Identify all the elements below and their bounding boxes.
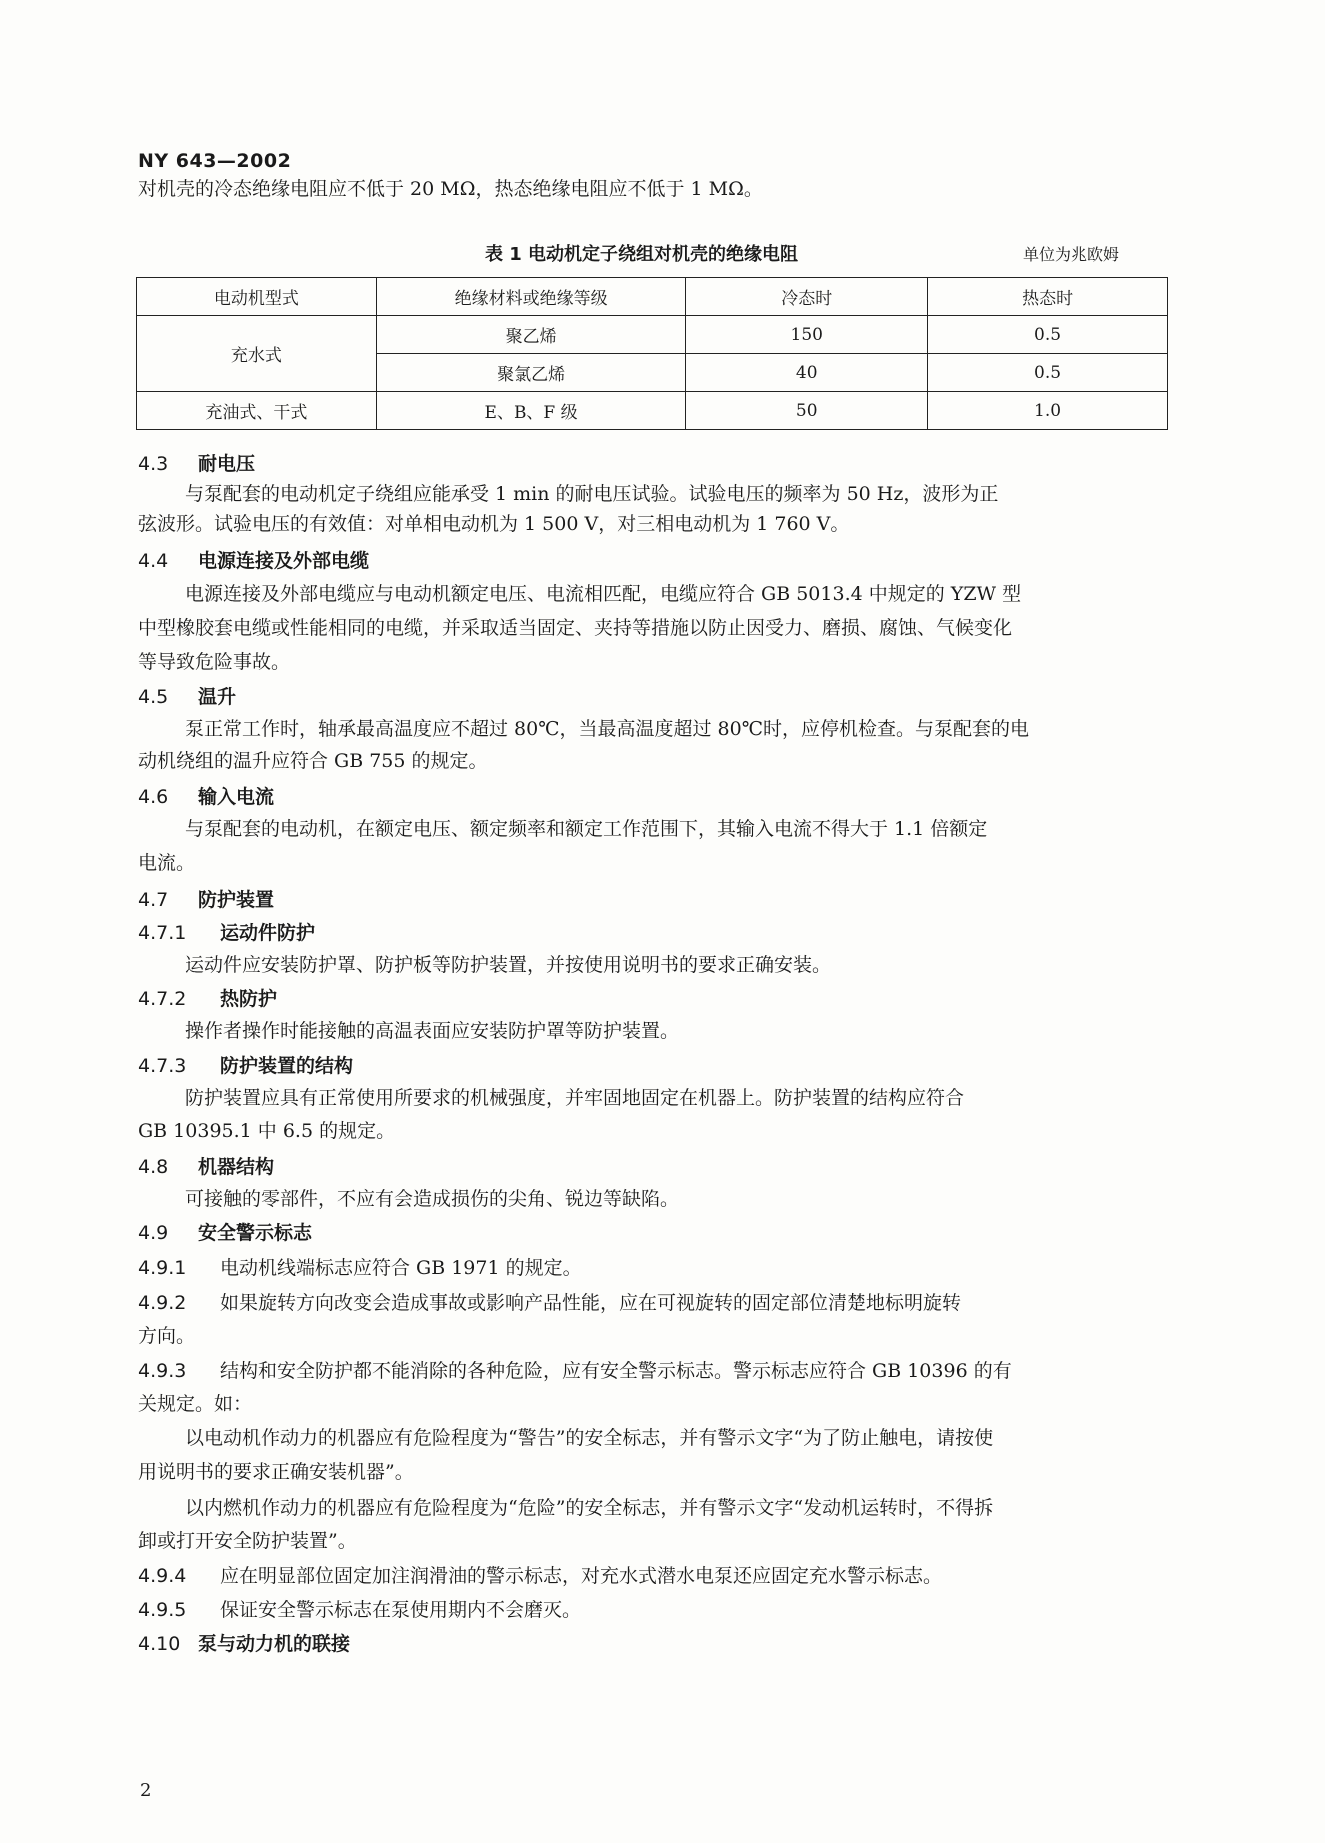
section-heading-4-10 bbox=[138, 1633, 350, 1655]
paragraph-line: 泵正常工作时，轴承最高温度应不超过 80℃，当最高温度超过 80℃时，应停机检查。与泵配套的电 bbox=[185, 718, 1029, 740]
header-cell: 热态时 bbox=[928, 278, 1168, 316]
paragraph-line: 用说明书的要求正确安装机器”。 bbox=[138, 1461, 414, 1483]
section-number: 4.10 bbox=[138, 1633, 181, 1655]
clause-4-9-1 bbox=[138, 1257, 582, 1279]
table-header-row bbox=[137, 278, 1168, 316]
table-cell: 充油式、干式 bbox=[137, 392, 377, 430]
table-cell: 50 bbox=[686, 392, 928, 430]
section-heading-4-7 bbox=[138, 889, 274, 911]
table-row bbox=[137, 316, 1168, 354]
header-cell: 绝缘材料或绝缘等级 bbox=[376, 278, 685, 316]
clause-number: 4.9.1 bbox=[138, 1257, 187, 1279]
paragraph-line: 对机壳的冷态绝缘电阻应不低于 20 MΩ，热态绝缘电阻应不低于 1 MΩ。 bbox=[138, 178, 763, 200]
table-cell: 0.5 bbox=[928, 316, 1168, 354]
insulation-resistance-table bbox=[136, 277, 1168, 430]
paragraph-line: 与泵配套的电动机定子绕组应能承受 1 min 的耐电压试验。试验电压的频率为 50 Hz，波形为正 bbox=[185, 483, 999, 505]
section-heading-4-9 bbox=[138, 1222, 312, 1244]
paragraph-line: 防护装置应具有正常使用所要求的机械强度，并牢固地固定在机器上。防护装置的结构应符合 bbox=[185, 1087, 965, 1109]
page-number: 2 bbox=[140, 1780, 152, 1801]
clause-text: 电动机线端标志应符合 GB 1971 的规定。 bbox=[220, 1257, 582, 1279]
paragraph-line: 与泵配套的电动机，在额定电压、额定频率和额定工作范围下，其输入电流不得大于 1.1 倍额定 bbox=[185, 818, 988, 840]
section-title: 热防护 bbox=[220, 988, 278, 1010]
clause-4-9-5 bbox=[138, 1599, 581, 1621]
section-number: 4.7.1 bbox=[138, 922, 187, 944]
section-number: 4.3 bbox=[138, 453, 169, 475]
clause-number: 4.9.2 bbox=[138, 1292, 187, 1314]
table-row bbox=[137, 392, 1168, 430]
section-heading-4-5 bbox=[138, 686, 236, 708]
header-cell: 电动机型式 bbox=[137, 278, 377, 316]
section-number: 4.7.3 bbox=[138, 1055, 187, 1077]
section-heading-4-3 bbox=[138, 453, 255, 475]
section-number: 4.8 bbox=[138, 1156, 169, 1178]
section-number: 4.7 bbox=[138, 889, 169, 911]
section-heading-4-8 bbox=[138, 1156, 274, 1178]
table-cell: 150 bbox=[686, 316, 928, 354]
clause-4-9-2 bbox=[138, 1292, 961, 1314]
section-title: 泵与动力机的联接 bbox=[198, 1633, 351, 1655]
paragraph-line: 卸或打开安全防护装置”。 bbox=[138, 1530, 357, 1552]
table-cell: 0.5 bbox=[928, 354, 1168, 392]
paragraph-line: 关规定。如： bbox=[138, 1393, 253, 1415]
table-cell: 1.0 bbox=[928, 392, 1168, 430]
section-title: 运动件防护 bbox=[220, 922, 316, 944]
paragraph-line: 等导致危险事故。 bbox=[138, 651, 291, 673]
section-title: 机器结构 bbox=[198, 1156, 275, 1178]
table-caption: 表 1 电动机定子绕组对机壳的绝缘电阻 bbox=[485, 244, 799, 265]
section-heading-4-6 bbox=[138, 786, 274, 808]
table-unit: 单位为兆欧姆 bbox=[1023, 245, 1120, 264]
document-code: NY 643—2002 bbox=[138, 150, 292, 172]
clause-text: 如果旋转方向改变会造成事故或影响产品性能，应在可视旋转的固定部位清楚地标明旋转 bbox=[220, 1292, 962, 1314]
table-cell: 40 bbox=[686, 354, 928, 392]
paragraph-line: 电流。 bbox=[138, 852, 196, 874]
paragraph-line: 电源连接及外部电缆应与电动机额定电压、电流相匹配，电缆应符合 GB 5013.4 中规定的 YZW 型 bbox=[185, 583, 1022, 605]
paragraph-line: GB 10395.1 中 6.5 的规定。 bbox=[138, 1120, 396, 1142]
table-cell: 充水式 bbox=[137, 316, 377, 392]
clause-text: 应在明显部位固定加注润滑油的警示标志，对充水式潜水电泵还应固定充水警示标志。 bbox=[220, 1565, 943, 1587]
section-heading-4-4 bbox=[138, 550, 369, 572]
section-number: 4.7.2 bbox=[138, 988, 187, 1010]
paragraph-line: 运动件应安装防护罩、防护板等防护装置，并按使用说明书的要求正确安装。 bbox=[185, 954, 832, 976]
table-cell: E、B、F 级 bbox=[376, 392, 685, 430]
table-cell: 聚氯乙烯 bbox=[376, 354, 685, 392]
paragraph-line: 以电动机作动力的机器应有危险程度为“警告”的安全标志，并有警示文字“为了防止触电，请按使 bbox=[185, 1427, 994, 1449]
section-title: 耐电压 bbox=[198, 453, 256, 475]
section-title: 输入电流 bbox=[198, 786, 275, 808]
section-number: 4.4 bbox=[138, 550, 169, 572]
clause-number: 4.9.4 bbox=[138, 1565, 187, 1587]
clause-number: 4.9.3 bbox=[138, 1360, 187, 1382]
header-cell: 冷态时 bbox=[686, 278, 928, 316]
paragraph-line: 操作者操作时能接触的高温表面应安装防护罩等防护装置。 bbox=[185, 1020, 680, 1042]
section-title: 防护装置 bbox=[198, 889, 275, 911]
section-title: 电源连接及外部电缆 bbox=[198, 550, 370, 572]
clause-number: 4.9.5 bbox=[138, 1599, 187, 1621]
section-number: 4.6 bbox=[138, 786, 169, 808]
section-heading-4-7-1 bbox=[138, 922, 315, 944]
section-number: 4.5 bbox=[138, 686, 169, 708]
paragraph-line: 动机绕组的温升应符合 GB 755 的规定。 bbox=[138, 750, 488, 772]
section-heading-4-7-2 bbox=[138, 988, 277, 1010]
clause-text: 结构和安全防护都不能消除的各种危险，应有安全警示标志。警示标志应符合 GB 10396 的有 bbox=[220, 1360, 1012, 1382]
paragraph-line: 以内燃机作动力的机器应有危险程度为“危险”的安全标志，并有警示文字“发动机运转时，不得拆 bbox=[185, 1497, 994, 1519]
paragraph-line: 弦波形。试验电压的有效值：对单相电动机为 1 500 V，对三相电动机为 1 760 V。 bbox=[138, 513, 850, 535]
table-cell: 聚乙烯 bbox=[376, 316, 685, 354]
section-title: 安全警示标志 bbox=[198, 1222, 313, 1244]
section-number: 4.9 bbox=[138, 1222, 169, 1244]
section-title: 温升 bbox=[198, 686, 237, 708]
section-heading-4-7-3 bbox=[138, 1055, 353, 1077]
paragraph-line: 方向。 bbox=[138, 1325, 196, 1347]
clause-4-9-4 bbox=[138, 1565, 942, 1587]
clause-text: 保证安全警示标志在泵使用期内不会磨灭。 bbox=[220, 1599, 582, 1621]
clause-4-9-3 bbox=[138, 1360, 1012, 1382]
paragraph-line: 可接触的零部件，不应有会造成损伤的尖角、锐边等缺陷。 bbox=[185, 1188, 680, 1210]
section-title: 防护装置的结构 bbox=[220, 1055, 354, 1077]
paragraph-line: 中型橡胶套电缆或性能相同的电缆，并采取适当固定、夹持等措施以防止因受力、磨损、腐蚀、气候变化 bbox=[138, 617, 1013, 639]
